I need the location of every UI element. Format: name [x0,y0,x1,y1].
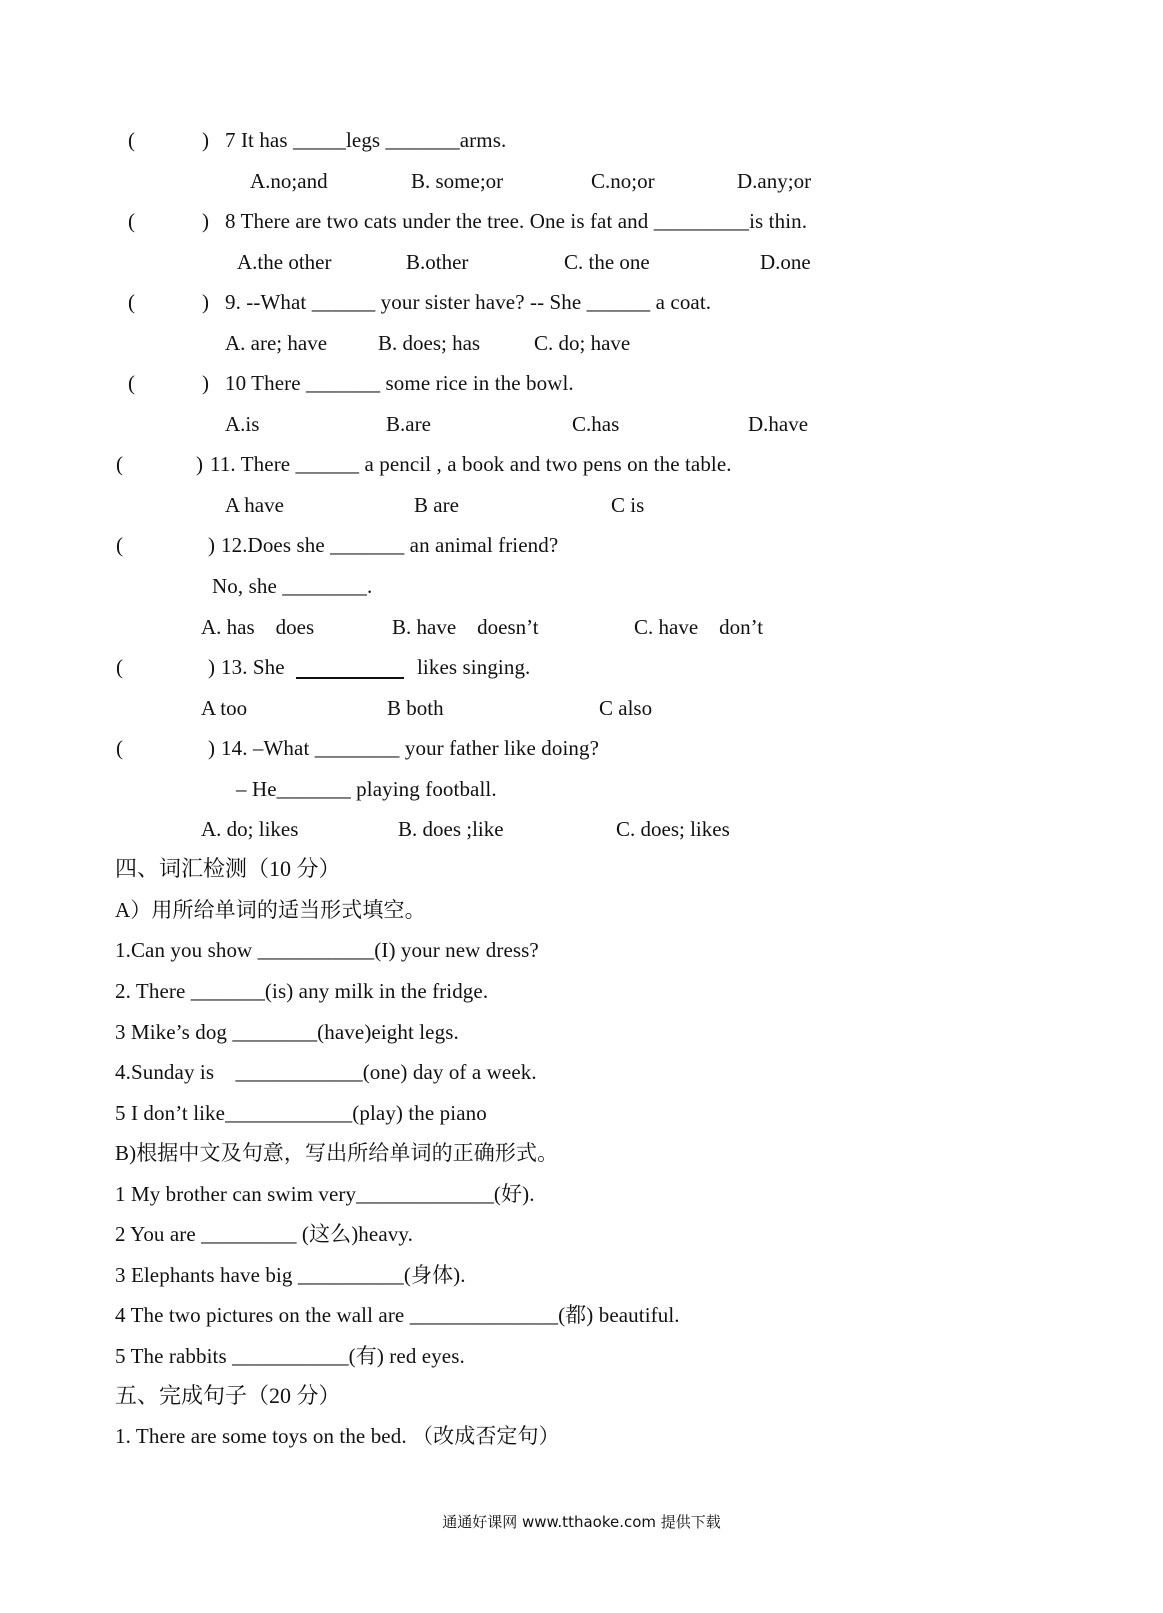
question-stem: 14. –What ________ your father like doing? [221,736,600,760]
fill-item-b1: 1 My brother can swim very_____________(好). [115,1182,535,1206]
question-stem-end: likes singing. [417,655,531,679]
fill-item-b2: 2 You are _________ (这么)heavy. [115,1222,413,1246]
option-a: A.is [225,412,260,436]
answer-paren-left: ( [128,290,135,314]
fill-item-a2: 2. There _______(is) any milk in the fridge. [115,979,489,1003]
question-stem: 13. She [221,655,285,679]
blank-line [296,677,404,679]
question-stem: 12.Does she _______ an animal friend? [221,533,559,557]
option-b: B. does ;like [398,817,504,841]
answer-paren-right: ) [208,655,215,679]
question-stem: 10 There _______ some rice in the bowl. [225,371,574,395]
fill-item-b5: 5 The rabbits ___________(有) red eyes. [115,1344,465,1368]
option-c: C. the one [564,250,650,274]
answer-paren-left: ( [116,452,123,476]
answer-paren-right: ) [202,209,209,233]
option-b: B.other [406,250,469,274]
option-a: A. are; have [225,331,328,355]
option-a: A. has does [201,615,315,639]
answer-paren-left: ( [116,736,123,760]
question-stem: 8 There are two cats under the tree. One is fat and _________is thin. [225,209,808,233]
option-a: A. do; likes [201,817,299,841]
page-footer: 通通好课网 www.tthaoke.com 提供下载 [442,1513,721,1531]
part-b-instruction: B)根据中文及句意，写出所给单词的正确形式。 [115,1141,559,1165]
option-b: B are [414,493,459,517]
fill-item-a3: 3 Mike’s dog ________(have)eight legs. [115,1020,459,1044]
section-heading: 五、完成句子（20 分） [115,1383,341,1408]
answer-paren-left: ( [116,655,123,679]
option-a: A too [201,696,248,720]
question-stem: 11. There ______ a pencil , a book and two pens on the table. [210,452,732,476]
option-c: C. does; likes [616,817,730,841]
option-b: B. have doesn’t [392,615,539,639]
option-c: C also [599,696,653,720]
option-a: A.the other [237,250,332,274]
option-b: B both [387,696,444,720]
answer-paren-right: ) [202,290,209,314]
answer-paren-left: ( [128,371,135,395]
option-c: C. do; have [534,331,631,355]
option-c: C.has [572,412,620,436]
answer-paren-right: ) [208,736,215,760]
fill-item-a1: 1.Can you show ___________(I) your new dress? [115,938,539,962]
answer-paren-left: ( [128,128,135,152]
answer-paren-right: ) [196,452,203,476]
answer-paren-right: ) [208,533,215,557]
option-b: B.are [386,412,431,436]
answer-paren-left: ( [116,533,123,557]
part-a-instruction: A）用所给单词的适当形式填空。 [115,898,426,922]
fill-item-a4: 4.Sunday is ____________(one) day of a week. [115,1060,537,1084]
question-stem: 9. --What ______ your sister have? -- She ______ a coat. [225,290,712,314]
option-a: A.no;and [250,169,328,193]
option-c: C. have don’t [634,615,764,639]
option-d: D.one [760,250,811,274]
section-heading: 四、词汇检测（10 分） [115,856,341,881]
option-d: D.have [748,412,809,436]
fill-item-b3: 3 Elephants have big __________(身体). [115,1263,466,1287]
answer-paren-left: ( [128,209,135,233]
option-a: A have [225,493,284,517]
question-answer-line: – He_______ playing football. [236,777,497,801]
fill-item-a5: 5 I don’t like____________(play) the piano [115,1101,487,1125]
question-answer-line: No, she ________. [212,574,373,598]
sentence-item-1: 1. There are some toys on the bed. （改成否定句） [115,1424,560,1448]
answer-paren-right: ) [202,371,209,395]
option-b: B. some;or [411,169,504,193]
question-stem: 7 It has _____legs _______arms. [225,128,507,152]
option-b: B. does; has [378,331,481,355]
option-d: D.any;or [737,169,812,193]
option-c: C.no;or [591,169,655,193]
option-c: C is [611,493,645,517]
fill-item-b4: 4 The two pictures on the wall are ______________(都) beautiful. [115,1303,680,1327]
answer-paren-right: ) [202,128,209,152]
